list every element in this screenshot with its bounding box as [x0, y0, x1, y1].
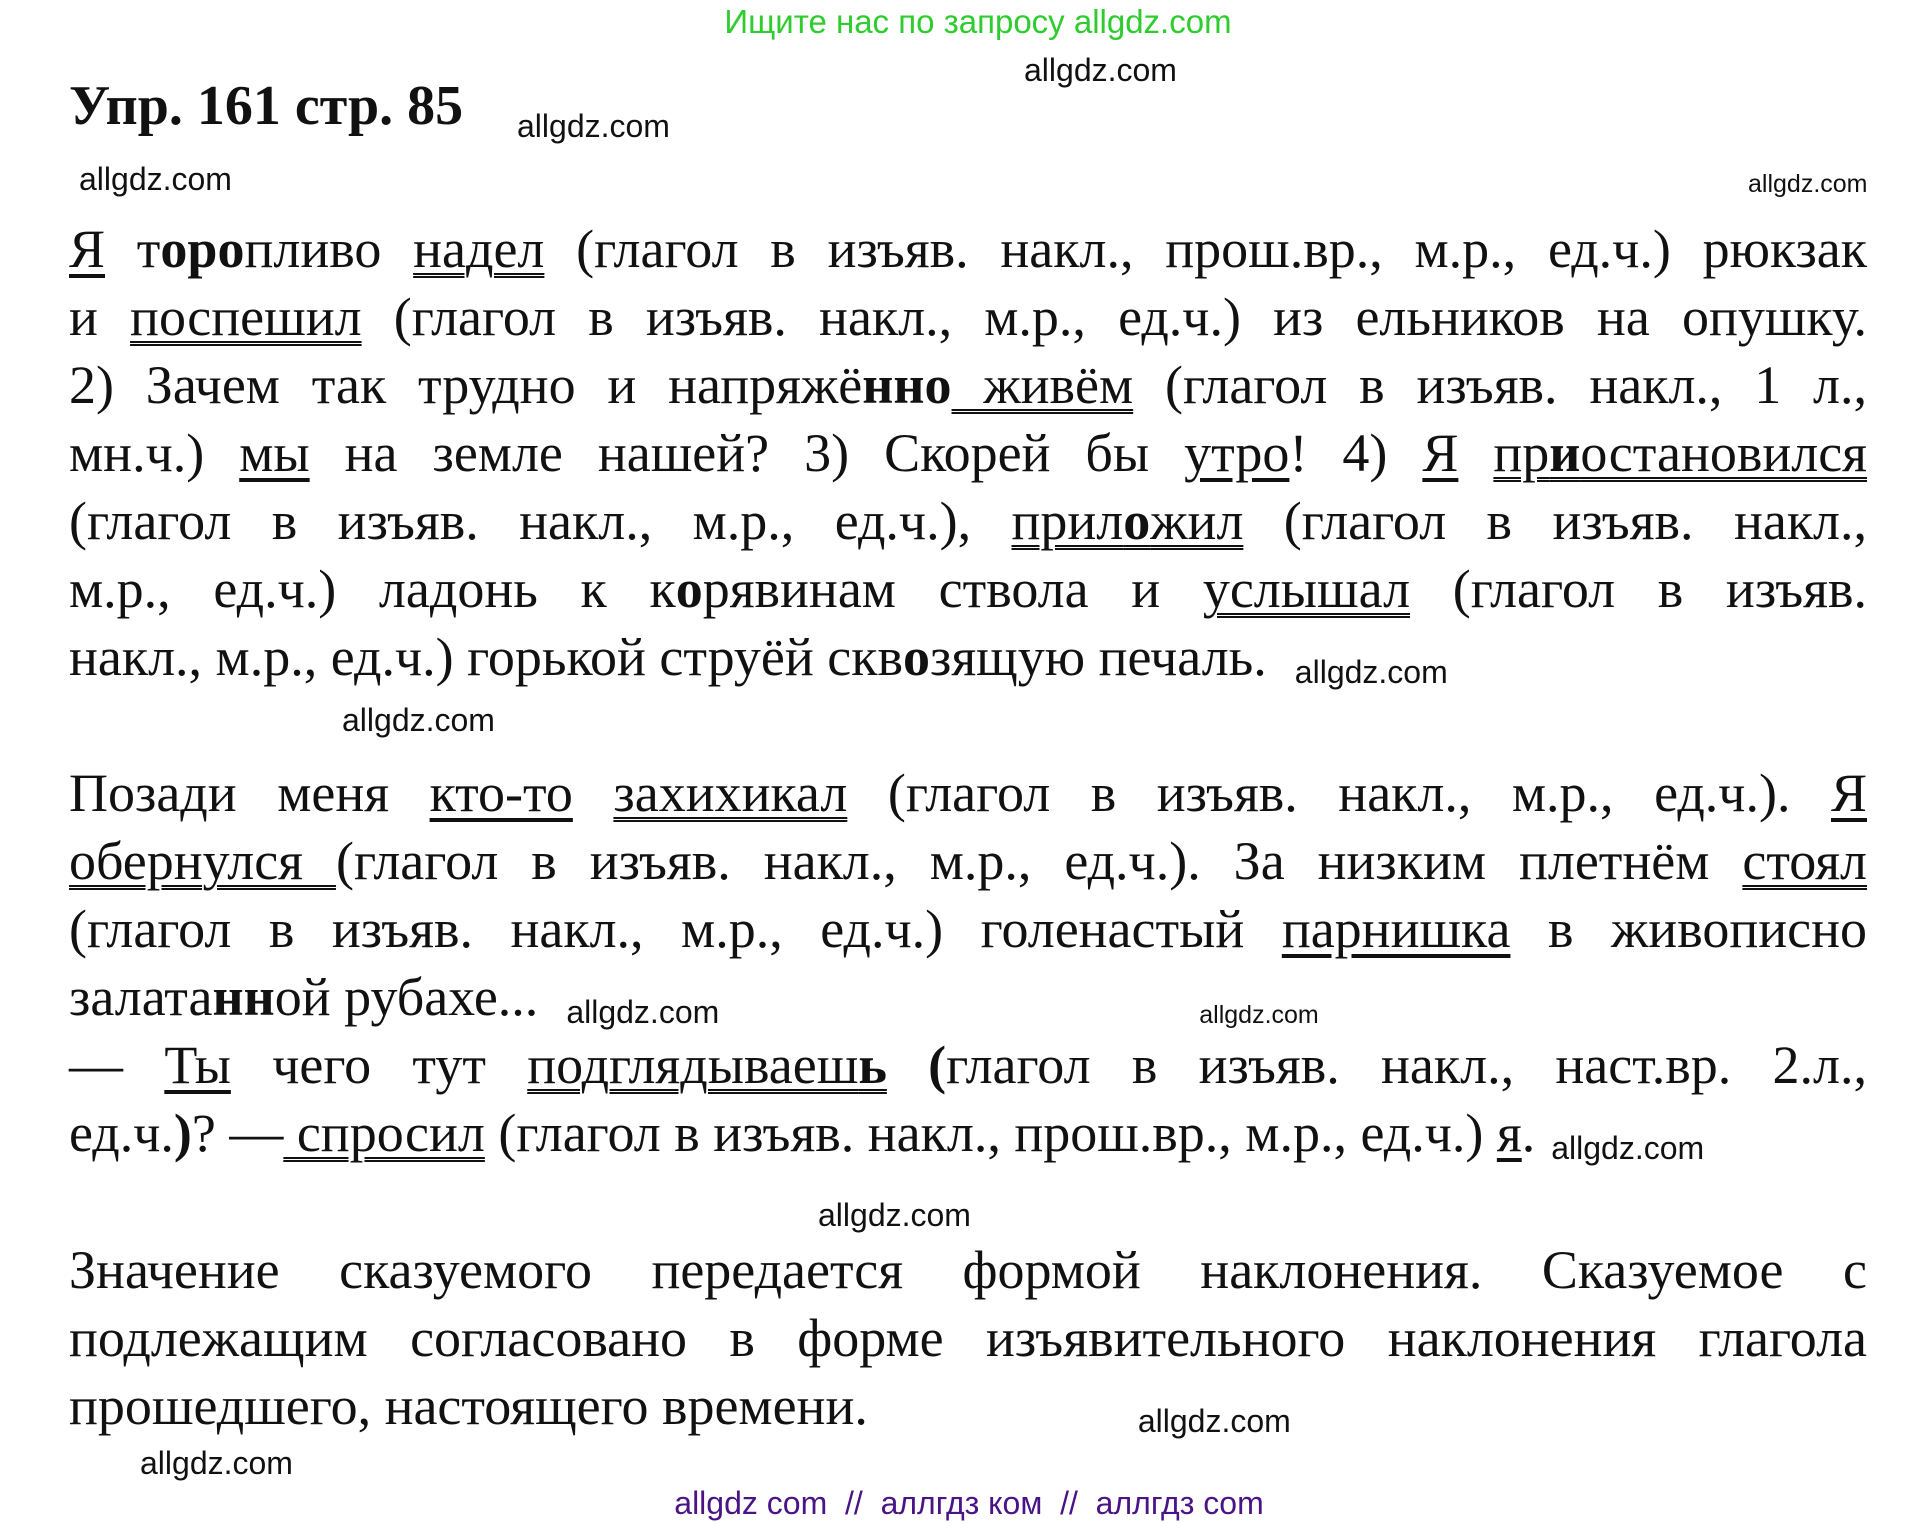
bold-letters: оро	[160, 219, 245, 279]
bold-letters: нно	[862, 355, 952, 415]
paragraph-1	[69, 215, 1867, 691]
watermark: allgdz.com	[818, 1197, 971, 1233]
subject-underlined: кто-то	[429, 763, 573, 823]
text-line	[69, 827, 1867, 895]
watermark: allgdz.com	[1137, 1403, 1291, 1439]
predicate-underlined: спросил	[283, 1103, 485, 1163]
paragraph-3	[69, 1236, 1867, 1440]
text-run: .	[1521, 1103, 1536, 1163]
predicate-underlined: подглядываеш	[527, 1035, 859, 1095]
text-run: (глагол в изъяв. накл., прош.вр., м.р., ед.ч.)	[484, 1103, 1497, 1163]
text-run	[1458, 423, 1493, 483]
text-line	[69, 215, 1867, 283]
text-run: прошедшего, настоящего времени.	[69, 1376, 868, 1436]
predicate-underlined: прил	[1011, 491, 1124, 551]
text-run: ! 4)	[1289, 423, 1423, 483]
text-line	[69, 555, 1867, 623]
watermark: allgdz.com	[1551, 1130, 1705, 1166]
text-run: и	[69, 287, 131, 347]
text-run: (глагол в изъяв. накл., м.р., ед.ч.).	[847, 763, 1831, 823]
text-run: (глагол в изъяв. накл., м.р., ед.ч.) из ельников на опушку.	[361, 287, 1867, 347]
text-run: зящую печаль.	[930, 627, 1267, 687]
predicate-underlined: обернулся	[69, 831, 336, 891]
subject-underlined: Ты	[164, 1035, 231, 1095]
text-line	[69, 487, 1867, 555]
text-run: чего тут	[230, 1035, 528, 1095]
text-line	[69, 1099, 1867, 1167]
text-run: т	[105, 219, 161, 279]
predicate-bold-letter: о	[1123, 491, 1151, 551]
text-line	[69, 1031, 1867, 1099]
text-line	[69, 1372, 1867, 1440]
text-run	[573, 763, 614, 823]
watermark: allgdz.com	[517, 108, 670, 144]
bold-letters: (	[886, 1035, 947, 1095]
watermark: allgdz.com	[566, 994, 720, 1030]
text-run: (глагол в изъяв. накл.,	[1243, 491, 1867, 551]
predicate-underlined: живём	[951, 355, 1134, 415]
text-line	[69, 759, 1867, 827]
subject-underlined: я	[1496, 1103, 1522, 1163]
watermark: allgdz.com	[1024, 52, 1177, 88]
text-line	[69, 623, 1867, 691]
bold-letters: нн	[212, 967, 275, 1027]
paragraph-2	[69, 759, 1867, 1167]
text-run: Значение сказуемого передается формой наклонения. Сказуемое с	[69, 1240, 1867, 1300]
watermark: allgdz.com	[1199, 1001, 1319, 1029]
text-run: мн.ч.)	[69, 423, 240, 483]
predicate-bold-letter: и	[1549, 423, 1581, 483]
predicate-underlined: стоял	[1742, 831, 1868, 891]
text-run: —	[69, 1035, 165, 1095]
predicate-underlined: пр	[1493, 423, 1550, 483]
text-run: (глагол в изъяв. накл., 1 л.,	[1133, 355, 1867, 415]
text-line	[69, 1236, 1867, 1304]
text-run: (глагол в изъяв.	[1410, 559, 1867, 619]
bold-letters: о	[675, 559, 703, 619]
exercise-title: Упр. 161 стр. 85	[69, 75, 464, 137]
subject-underlined: Я	[69, 219, 106, 279]
text-run: подлежащим согласовано в форме изъявительного наклонения глагола	[69, 1308, 1867, 1368]
watermark: allgdz.com	[79, 161, 232, 197]
subject-underlined: парнишка	[1281, 899, 1511, 959]
watermark: allgdz.com	[1748, 170, 1868, 198]
text-line	[69, 1304, 1867, 1372]
predicate-underlined: услышал	[1202, 559, 1411, 619]
text-line	[69, 895, 1867, 963]
subject-underlined: утро	[1184, 423, 1290, 483]
predicate-underlined: жил	[1150, 491, 1244, 551]
text-run: м.р., ед.ч.) ладонь к к	[69, 559, 676, 619]
text-run: на земле нашей? 3) Скорей бы	[309, 423, 1185, 483]
text-line	[69, 283, 1867, 351]
bold-letters: )	[173, 1103, 192, 1163]
text-run: 2) Зачем так трудно и напряжё	[69, 355, 863, 415]
watermark: allgdz.com	[342, 702, 495, 738]
text-run: (глагол в изъяв. накл., прош.вр., м.р., ед.ч.) рюкзак	[544, 219, 1868, 279]
text-run: ой рубахе...	[274, 967, 539, 1027]
subject-underlined: Я	[1830, 763, 1868, 823]
text-run: (глагол в изъяв. накл., м.р., ед.ч.),	[69, 491, 1012, 551]
text-line	[69, 963, 1867, 1031]
predicate-underlined: остановился	[1580, 423, 1868, 483]
text-run: глагол в изъяв. накл., наст.вр. 2.л.,	[946, 1035, 1867, 1095]
text-run: (глагол в изъяв. накл., м.р., ед.ч.) голенастый	[69, 899, 1282, 959]
text-run: ? —	[191, 1103, 284, 1163]
predicate-underlined: надел	[413, 219, 545, 279]
predicate-underlined: захихикал	[613, 763, 848, 823]
watermark: allgdz.com	[140, 1445, 293, 1481]
text-line	[69, 351, 1867, 419]
text-line	[69, 419, 1867, 487]
bold-letters: о	[903, 627, 930, 687]
text-run: Позади меня	[69, 763, 430, 823]
predicate-bold-letter: ь	[858, 1035, 887, 1095]
predicate-underlined: поспешил	[130, 287, 362, 347]
text-run: ед.ч.	[69, 1103, 174, 1163]
subject-underlined: мы	[239, 423, 310, 483]
footer-site-links[interactable]: allgdz com // аллгдз ком // аллгдз com	[674, 1485, 1264, 1521]
search-promo-banner[interactable]: Ищите нас по запросу allgdz.com	[724, 3, 1232, 40]
subject-underlined: Я	[1422, 423, 1459, 483]
text-run: в живописно	[1510, 899, 1868, 959]
text-run: (глагол в изъяв. накл., м.р., ед.ч.). За низким плетнём	[335, 831, 1743, 891]
text-run: накл., м.р., ед.ч.) горькой струёй скв	[69, 627, 903, 687]
text-run: рявинам ствола и	[702, 559, 1203, 619]
text-run: пливо	[244, 219, 414, 279]
watermark: allgdz.com	[1294, 654, 1448, 690]
text-run: залата	[69, 967, 213, 1027]
